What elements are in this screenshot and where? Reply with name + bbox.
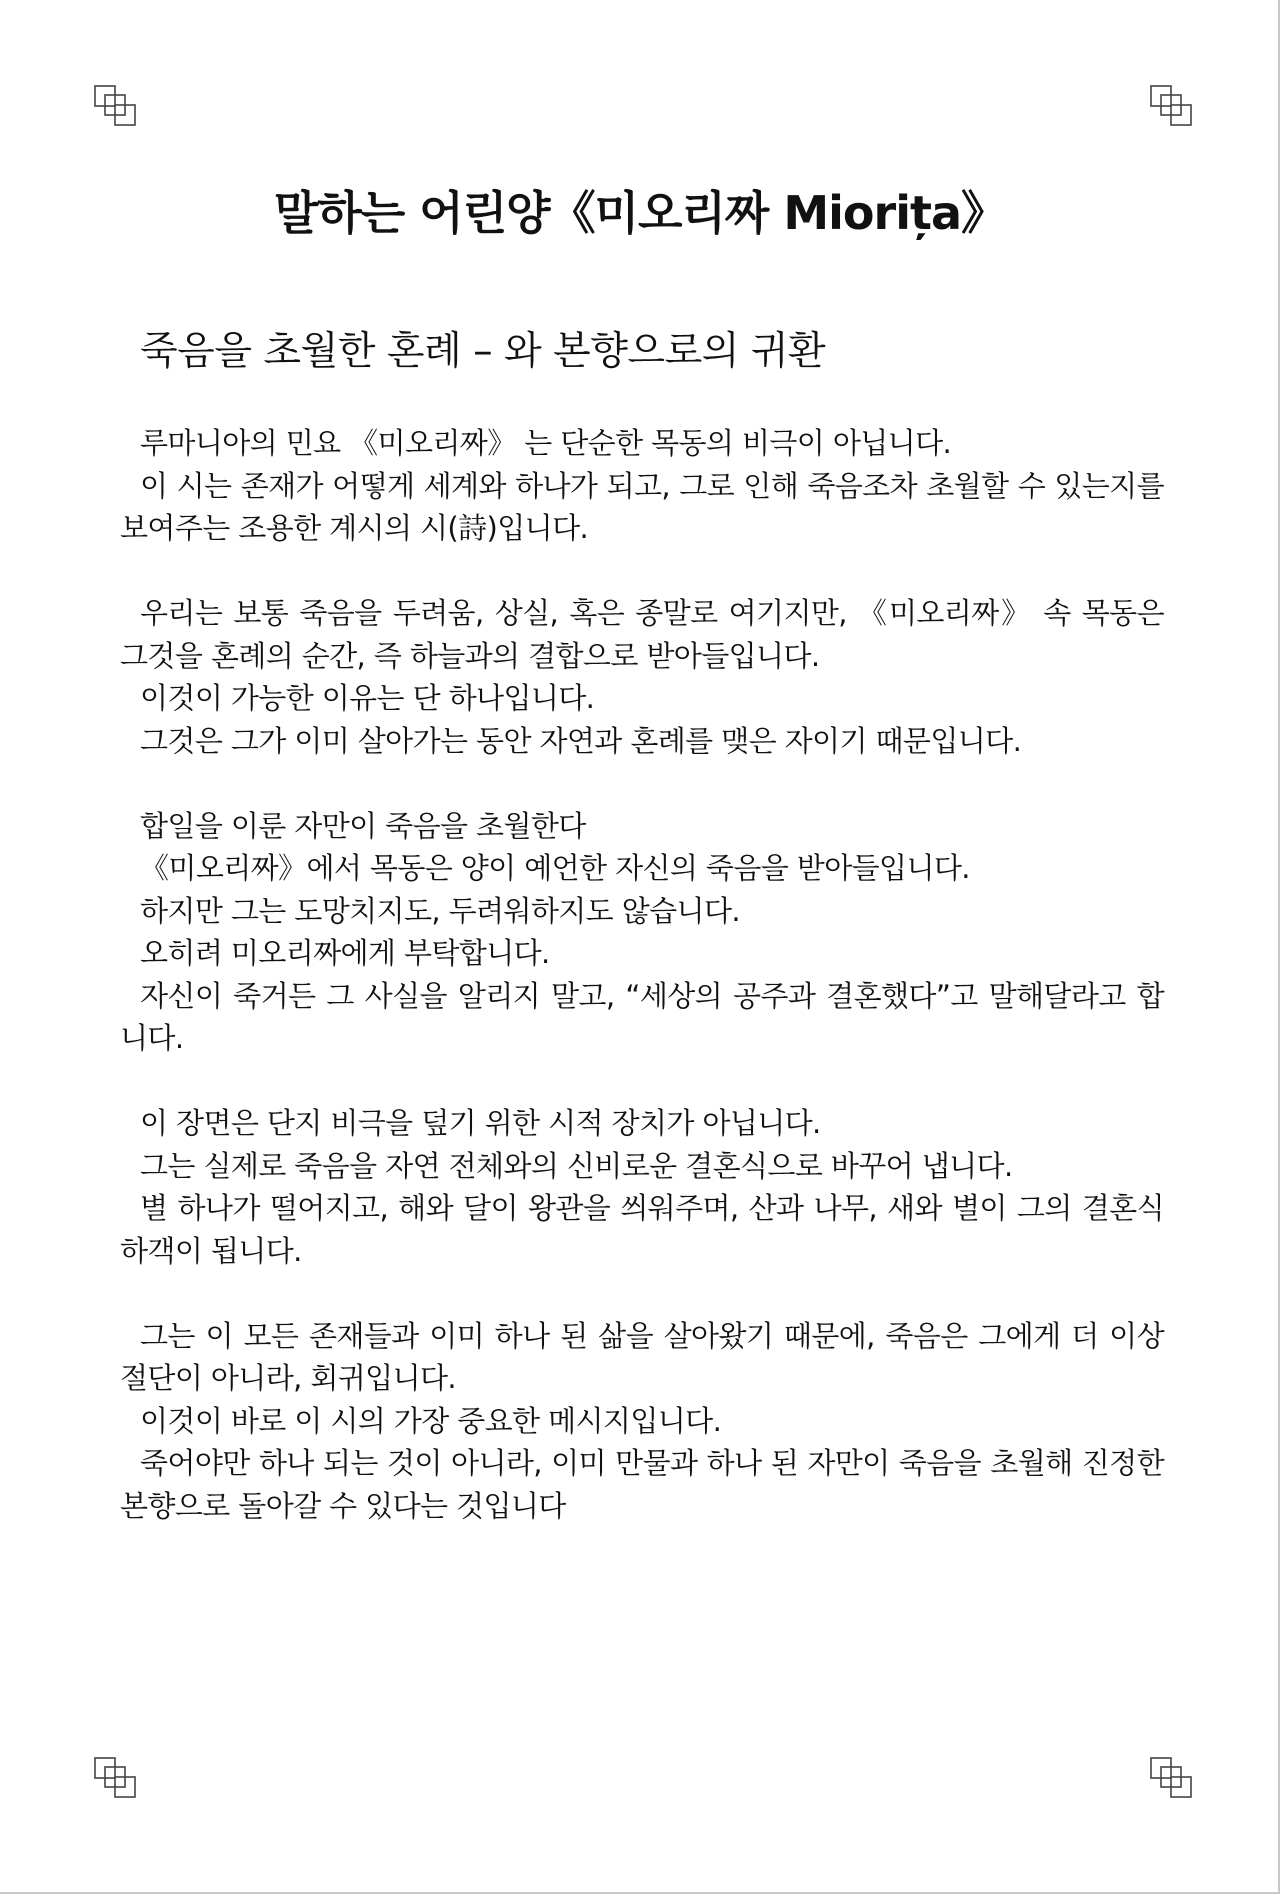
text-line: 이것이 바로 이 시의 가장 중요한 메시지입니다. [140,1403,722,1438]
document-body [120,422,1164,1570]
text-line: 죽어야만 하나 되는 것이 아니라, 이미 만물과 하나 된 자만이 죽음을 초월해 진정한 본향으로 돌아갈 수 있다는 것입니다 [120,1446,1164,1523]
text-line: 루마니아의 민요 《미오리짜》 는 단순한 목동의 비극이 아닙니다. [140,426,952,460]
paragraph [120,805,1164,1060]
text-line: 하지만 그는 도망치지도, 두려워하지도 않습니다. [140,893,740,928]
text-line: 이것이 가능한 이유는 단 하나입니다. [140,681,595,715]
text-line: 우리는 보통 죽음을 두려움, 상실, 혹은 종말로 여기지만, 《미오리짜》 속 목동은 그것을 혼례의 순간, 즉 하늘과의 결합으로 받아들입니다. [120,596,1164,673]
text-line: 그는 이 모든 존재들과 이미 하나 된 삶을 살아왔기 때문에, 죽음은 그에게 더 이상 절단이 아니라, 회귀입니다. [120,1318,1164,1395]
text-line: 이 장면은 단지 비극을 덮기 위한 시적 장치가 아닙니다. [140,1106,821,1140]
text-line: 자신이 죽거든 그 사실을 알리지 말고, “세상의 공주과 결혼했다”고 말해달라고 합니다. [120,978,1164,1055]
overlapping-squares-icon [1150,85,1196,135]
overlapping-squares-icon [1150,1757,1196,1807]
text-line: 그것은 그가 이미 살아가는 동안 자연과 혼례를 맺은 자이기 때문입니다. [140,723,1022,758]
text-line: 별 하나가 떨어지고, 해와 달이 왕관을 씌워주며, 산과 나무, 새와 별이 그의 결혼식 하객이 됩니다. [120,1191,1164,1268]
paragraph [120,1315,1164,1528]
text-line: 오히려 미오리짜에게 부탁합니다. [140,936,550,970]
document-title: 말하는 어린양《미오리짜 Miorița》 [273,186,1007,240]
document-subtitle: 죽음을 초월한 혼례 – 와 본향으로의 귀환 [140,329,826,374]
overlapping-squares-icon [94,1757,140,1807]
paragraph [120,422,1164,550]
text-line: 이 시는 존재가 어떻게 세계와 하나가 되고, 그로 인해 죽음조차 초월할 수 있는지를 보여주는 조용한 계시의 시(詩)입니다. [120,468,1164,545]
text-line: 《미오리짜》에서 목동은 양이 예언한 자신의 죽음을 받아들입니다. [140,851,970,885]
section-heading-line: 합일을 이룬 자만이 죽음을 초월한다 [140,808,586,843]
paragraph [120,1102,1164,1272]
text-line: 그는 실제로 죽음을 자연 전체와의 신비로운 결혼식으로 바꾸어 냅니다. [140,1148,1013,1183]
overlapping-squares-icon [94,85,140,135]
paragraph [120,592,1164,762]
